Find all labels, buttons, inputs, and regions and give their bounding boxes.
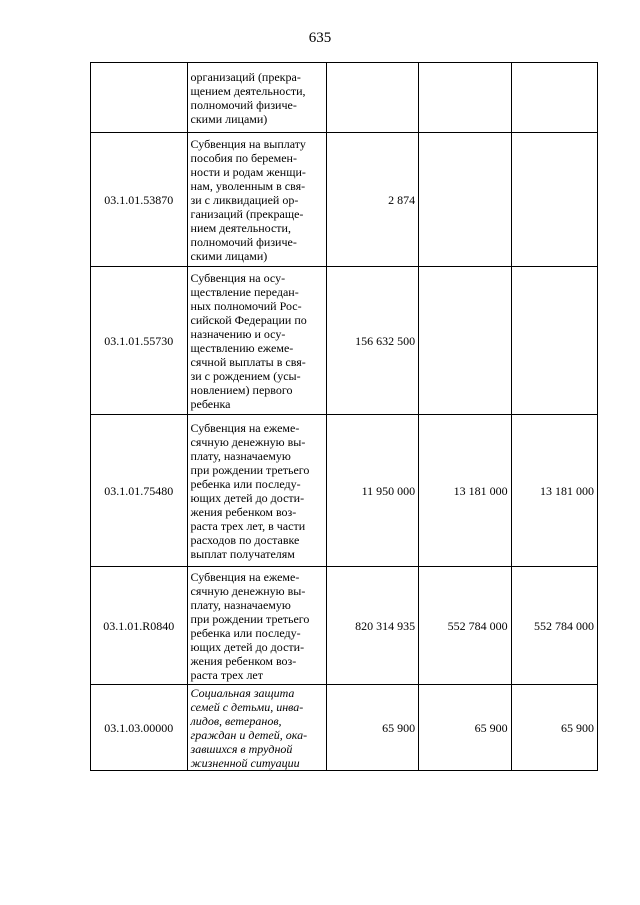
item-name-line: сячную денежную вы- <box>190 434 306 449</box>
item-name-line: расходов по доставке <box>190 532 300 547</box>
table-row <box>91 133 598 267</box>
item-name-line: ществление передан- <box>190 284 299 299</box>
budget-code-cell: 03.1.01.53870 <box>91 133 188 267</box>
amount-cell-year-1: 2 874 <box>326 133 418 267</box>
budget-code-cell: 03.1.01.R0840 <box>91 567 188 685</box>
item-name-line: сячной выплаты в свя- <box>190 354 306 369</box>
table-row <box>91 567 598 685</box>
item-name-line: ности и родам женщи- <box>190 164 306 179</box>
item-name-line: сийской Федерации по <box>190 312 307 327</box>
item-name-cell <box>187 415 326 567</box>
amount-cell-year-2 <box>419 133 511 267</box>
item-name-line: ребенка <box>190 396 231 411</box>
item-name-line: скими лицами) <box>190 111 268 126</box>
amount-cell-year-2: 65 900 <box>419 685 511 771</box>
page-number: 635 <box>308 30 332 46</box>
table-row <box>91 267 598 415</box>
item-name-line: ществлению ежеме- <box>190 340 294 355</box>
budget-code-cell: 03.1.03.00000 <box>91 685 188 771</box>
item-name-cell <box>187 685 326 771</box>
amount-cell-year-3 <box>511 133 597 267</box>
amount-cell-year-3 <box>511 63 597 133</box>
item-name-line: при рождении третьего <box>190 611 310 626</box>
item-name-cell <box>187 133 326 267</box>
item-name-line: завшихся в трудной <box>190 741 293 756</box>
item-name-line: новлением) первого <box>190 382 293 397</box>
item-name-line: ющих детей до дости- <box>190 639 305 654</box>
item-name-line: пособия по беремен- <box>190 150 297 165</box>
item-name-line: выплат получателям <box>190 546 295 561</box>
item-name-line: Субвенция на осу- <box>190 270 286 285</box>
item-name-line: скими лицами) <box>190 248 268 263</box>
item-name-line: жения ребенком воз- <box>190 504 297 519</box>
item-name-line: раста трех лет <box>190 667 264 682</box>
item-name-line: щением деятельности, <box>190 83 306 98</box>
amount-cell-year-2 <box>419 267 511 415</box>
amount-cell-year-3: 13 181 000 <box>511 415 597 567</box>
item-name-line: ганизаций (прекраще- <box>190 206 304 221</box>
item-name-line: жения ребенком воз- <box>190 653 297 668</box>
item-name-line: Субвенция на выплату <box>190 136 306 151</box>
item-name-line: Субвенция на ежеме- <box>190 569 300 584</box>
item-name-line: лидов, ветеранов, <box>190 713 282 728</box>
item-name-line: полномочий физиче- <box>190 234 297 249</box>
table-row <box>91 63 598 133</box>
table-row <box>91 415 598 567</box>
item-name-cell <box>187 267 326 415</box>
item-name-line: полномочий физиче- <box>190 97 297 112</box>
item-name-line: ребенка или последу- <box>190 625 301 640</box>
budget-table <box>90 62 598 771</box>
budget-code-cell <box>91 63 188 133</box>
item-name-cell <box>187 63 326 133</box>
item-name-line: граждан и детей, ока- <box>190 727 308 742</box>
item-name-line: Субвенция на ежеме- <box>190 420 300 435</box>
item-name-line: нием деятельности, <box>190 220 291 235</box>
table-row <box>91 685 598 771</box>
item-name-line: зи с рождением (усы- <box>190 368 301 383</box>
amount-cell-year-3 <box>511 267 597 415</box>
budget-code-cell: 03.1.01.55730 <box>91 267 188 415</box>
budget-code-cell: 03.1.01.75480 <box>91 415 188 567</box>
amount-cell-year-1: 11 950 000 <box>326 415 418 567</box>
item-name-line: организаций (прекра- <box>190 69 301 84</box>
item-name-line: семей с детьми, инва- <box>190 699 304 714</box>
amount-cell-year-1 <box>326 63 418 133</box>
amount-cell-year-1: 65 900 <box>326 685 418 771</box>
item-name-line: ющих детей до дости- <box>190 490 305 505</box>
amount-cell-year-2: 552 784 000 <box>419 567 511 685</box>
table-body <box>91 63 598 771</box>
amount-cell-year-2: 13 181 000 <box>419 415 511 567</box>
item-name-line: зи с ликвидацией ор- <box>190 192 299 207</box>
item-name-line: нам, уволенным в свя- <box>190 178 306 193</box>
item-name-line: плату, назначаемую <box>190 597 291 612</box>
amount-cell-year-1: 156 632 500 <box>326 267 418 415</box>
item-name-line: сячную денежную вы- <box>190 583 306 598</box>
item-name-line: назначению и осу- <box>190 326 286 341</box>
item-name-line: жизненной ситуации <box>190 755 300 770</box>
item-name-line: раста трех лет, в части <box>190 518 306 533</box>
item-name-line: ных полномочий Рос- <box>190 298 302 313</box>
item-name-cell <box>187 567 326 685</box>
item-name-line: Социальная защита <box>190 685 295 700</box>
amount-cell-year-3: 552 784 000 <box>511 567 597 685</box>
amount-cell-year-1: 820 314 935 <box>326 567 418 685</box>
amount-cell-year-2 <box>419 63 511 133</box>
item-name-line: при рождении третьего <box>190 462 310 477</box>
item-name-line: ребенка или последу- <box>190 476 301 491</box>
item-name-line: плату, назначаемую <box>190 448 291 463</box>
amount-cell-year-3: 65 900 <box>511 685 597 771</box>
